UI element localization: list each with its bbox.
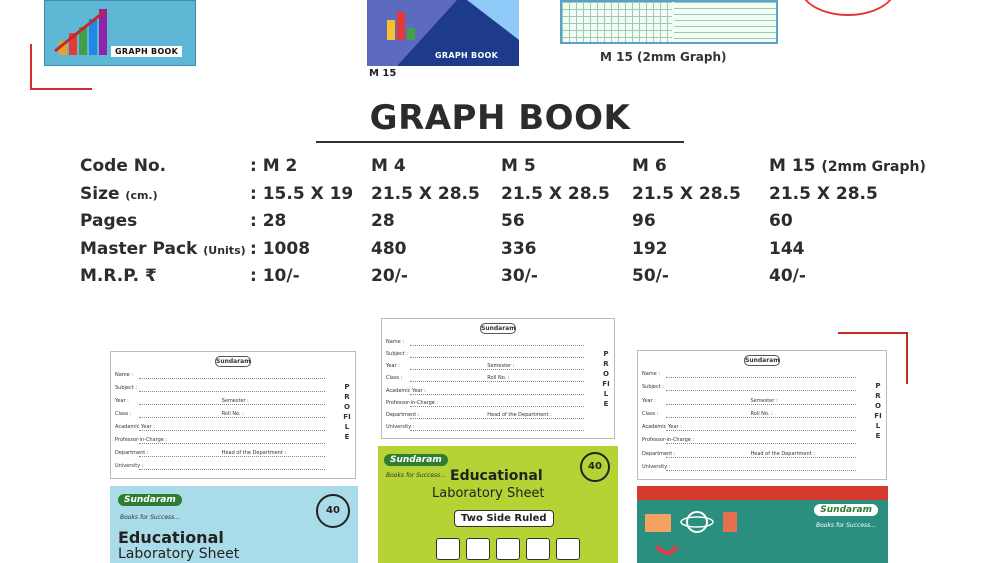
spec-value: M 6: [632, 156, 667, 176]
sundaram-logo: Sundaram: [118, 494, 182, 506]
brand-tagline: Books for Success...: [386, 472, 446, 479]
spec-label: Master Pack (Units): [80, 238, 246, 259]
sheet-field-label: Academic Year :: [386, 387, 426, 394]
sheet-field-line: [139, 404, 325, 405]
feature-icon: [556, 538, 580, 560]
sheet-field-line: [666, 457, 856, 458]
sheet-field-line: [666, 470, 856, 471]
spec-value: 20/-: [371, 266, 408, 286]
spec-value: 21.5 X 28.5: [769, 183, 878, 204]
anniversary-seal: 40: [316, 494, 350, 528]
sheet-field-label: Professor-in-Charge :: [386, 399, 439, 406]
feature-icon: [436, 538, 460, 560]
spec-value: 144: [769, 238, 805, 259]
spec-value: 336: [501, 238, 537, 259]
book-subtitle: Laboratory Sheet: [432, 486, 545, 501]
sheet-field-label: University :: [386, 423, 415, 430]
sheet-field-label: Department :: [642, 450, 676, 457]
sheet-field-line: [666, 443, 856, 444]
sheet-field-label: Subject :: [115, 385, 137, 391]
graph-sheet-image: [560, 0, 778, 44]
spec-value: M 15 (2mm Graph): [769, 156, 926, 176]
spec-value: M 4: [371, 156, 406, 176]
sheet-field-label: Name :: [115, 372, 134, 378]
lab-sheet-image: [381, 318, 615, 439]
sheet-field-line: [410, 394, 584, 395]
sundaram-logo: Sundaram: [216, 358, 251, 365]
sheet-field-label: Class :: [386, 375, 403, 382]
cover-caption: M 15: [369, 68, 397, 79]
sheet-field-label: Roll No. :: [487, 375, 510, 382]
spec-label: Pages: [80, 211, 138, 231]
sheet-field-line: [139, 456, 325, 457]
sheet-field-label: Name :: [642, 371, 661, 377]
sheet-field-label: Year :: [386, 363, 400, 370]
book-title: Educational: [118, 528, 224, 547]
spec-value: : M 2: [250, 156, 298, 176]
sheet-field-line: [666, 430, 856, 431]
sheet-field-label: Head of the Department :: [750, 450, 815, 457]
spec-value: : 1008: [250, 238, 311, 259]
brand-tagline: Books for Success...: [120, 514, 180, 521]
lab-book-cover-image: [637, 486, 888, 563]
sheet-field-line: [666, 404, 856, 405]
sheet-field-label: Professor-in-Charge :: [115, 437, 168, 443]
sheet-field-line: [139, 430, 325, 431]
anniversary-seal: 40: [580, 452, 610, 482]
feature-icon: [526, 538, 550, 560]
sheet-field-line: [410, 345, 584, 346]
spec-value-suffix: (2mm Graph): [821, 159, 926, 175]
sheet-field-label: University :: [115, 463, 144, 469]
sheet-field-line: [139, 469, 325, 470]
sundaram-logo: Sundaram: [745, 357, 780, 364]
two-side-ruled-badge: Two Side Ruled: [454, 510, 554, 527]
sheet-field-label: Year :: [642, 397, 656, 404]
book-title: Educational: [450, 468, 543, 484]
spec-value: M 5: [501, 156, 536, 176]
sheet-field-line: [410, 381, 584, 382]
spec-value: : 15.5 X 19: [250, 183, 354, 204]
sheet-field-line: [139, 417, 325, 418]
profile-vertical-label: PROFILE: [874, 382, 882, 440]
red-corner-decoration: [838, 332, 908, 334]
spec-value: 28: [371, 211, 395, 231]
graph-book-cover-image: [44, 0, 196, 66]
spec-value: 56: [501, 211, 525, 231]
sundaram-logo: Sundaram: [384, 454, 448, 466]
spec-value: 192: [632, 238, 668, 259]
spec-label: M.R.P. ₹: [80, 266, 157, 286]
sheet-field-label: Year :: [115, 398, 129, 404]
science-icons: [637, 496, 757, 563]
sheet-field-label: Head of the Department :: [221, 450, 287, 456]
red-corner-decoration: [906, 332, 908, 384]
sheet-field-line: [410, 430, 584, 431]
sheet-field-label: Class :: [642, 410, 659, 417]
cover-label: GRAPH BOOK: [111, 46, 182, 57]
profile-vertical-label: PROFILE: [602, 350, 610, 408]
sundaram-logo: Sundaram: [814, 504, 878, 516]
sundaram-logo: Sundaram: [481, 325, 516, 332]
book-subtitle: Laboratory Sheet: [118, 546, 240, 562]
feature-icon: [496, 538, 520, 560]
feature-icon: [466, 538, 490, 560]
red-circle-decoration: [800, 0, 896, 16]
lab-sheet-image: [110, 351, 356, 479]
spec-value: 40/-: [769, 266, 806, 286]
spec-value: 50/-: [632, 266, 669, 286]
lab-book-cover-image: [110, 486, 358, 563]
sheet-field-line: [410, 406, 584, 407]
spec-value: 21.5 X 28.5: [501, 183, 610, 204]
spec-value: 60: [769, 211, 793, 231]
spec-value: 480: [371, 238, 407, 259]
spec-value: 96: [632, 211, 656, 231]
brand-tagline: Books for Success...: [816, 522, 876, 529]
sheet-field-line: [410, 357, 584, 358]
spec-value: : 10/-: [250, 266, 300, 286]
graph-sheet-caption: M 15 (2mm Graph): [600, 50, 727, 64]
cover-label: GRAPH BOOK: [435, 51, 499, 60]
spec-label: Size (cm.): [80, 183, 158, 204]
sheet-field-line: [410, 369, 584, 370]
sheet-field-line: [139, 378, 325, 379]
sheet-field-line: [666, 390, 856, 391]
sheet-field-label: Subject :: [642, 384, 664, 391]
sheet-field-label: Name :: [386, 339, 405, 345]
sheet-field-label: Semester :: [750, 397, 778, 404]
spec-value: : 28: [250, 211, 287, 231]
sheet-field-line: [139, 443, 325, 444]
sheet-field-label: University :: [642, 463, 671, 470]
sheet-field-label: Academic Year :: [642, 424, 682, 430]
lab-sheet-image: [637, 350, 887, 480]
sheet-field-label: Academic Year :: [115, 424, 155, 430]
page-title: GRAPH BOOK: [369, 98, 631, 138]
spec-label: Code No.: [80, 156, 167, 176]
sheet-field-line: [666, 417, 856, 418]
sheet-field-label: Semester :: [221, 398, 249, 404]
sheet-field-label: Subject :: [386, 351, 408, 358]
sheet-field-line: [666, 377, 856, 378]
sheet-field-label: Department :: [386, 411, 420, 418]
sheet-field-label: Head of the Department :: [487, 411, 552, 418]
profile-vertical-label: PROFILE: [343, 383, 351, 441]
sheet-field-line: [139, 391, 325, 392]
spec-value: 30/-: [501, 266, 538, 286]
sheet-field-label: Professor-in-Charge :: [642, 437, 695, 444]
lab-book-cover-image: [378, 446, 618, 563]
spec-value: 21.5 X 28.5: [371, 183, 480, 204]
sheet-field-label: Roll No. :: [221, 411, 244, 417]
sheet-field-label: Roll No. :: [750, 410, 773, 417]
sheet-field-label: Semester :: [487, 363, 515, 370]
graph-book-cover-m15-image: [367, 0, 519, 66]
sheet-field-label: Department :: [115, 450, 149, 456]
title-underline: [316, 141, 684, 143]
spec-value: 21.5 X 28.5: [632, 183, 741, 204]
sheet-field-label: Class :: [115, 411, 132, 417]
sheet-field-line: [410, 418, 584, 419]
